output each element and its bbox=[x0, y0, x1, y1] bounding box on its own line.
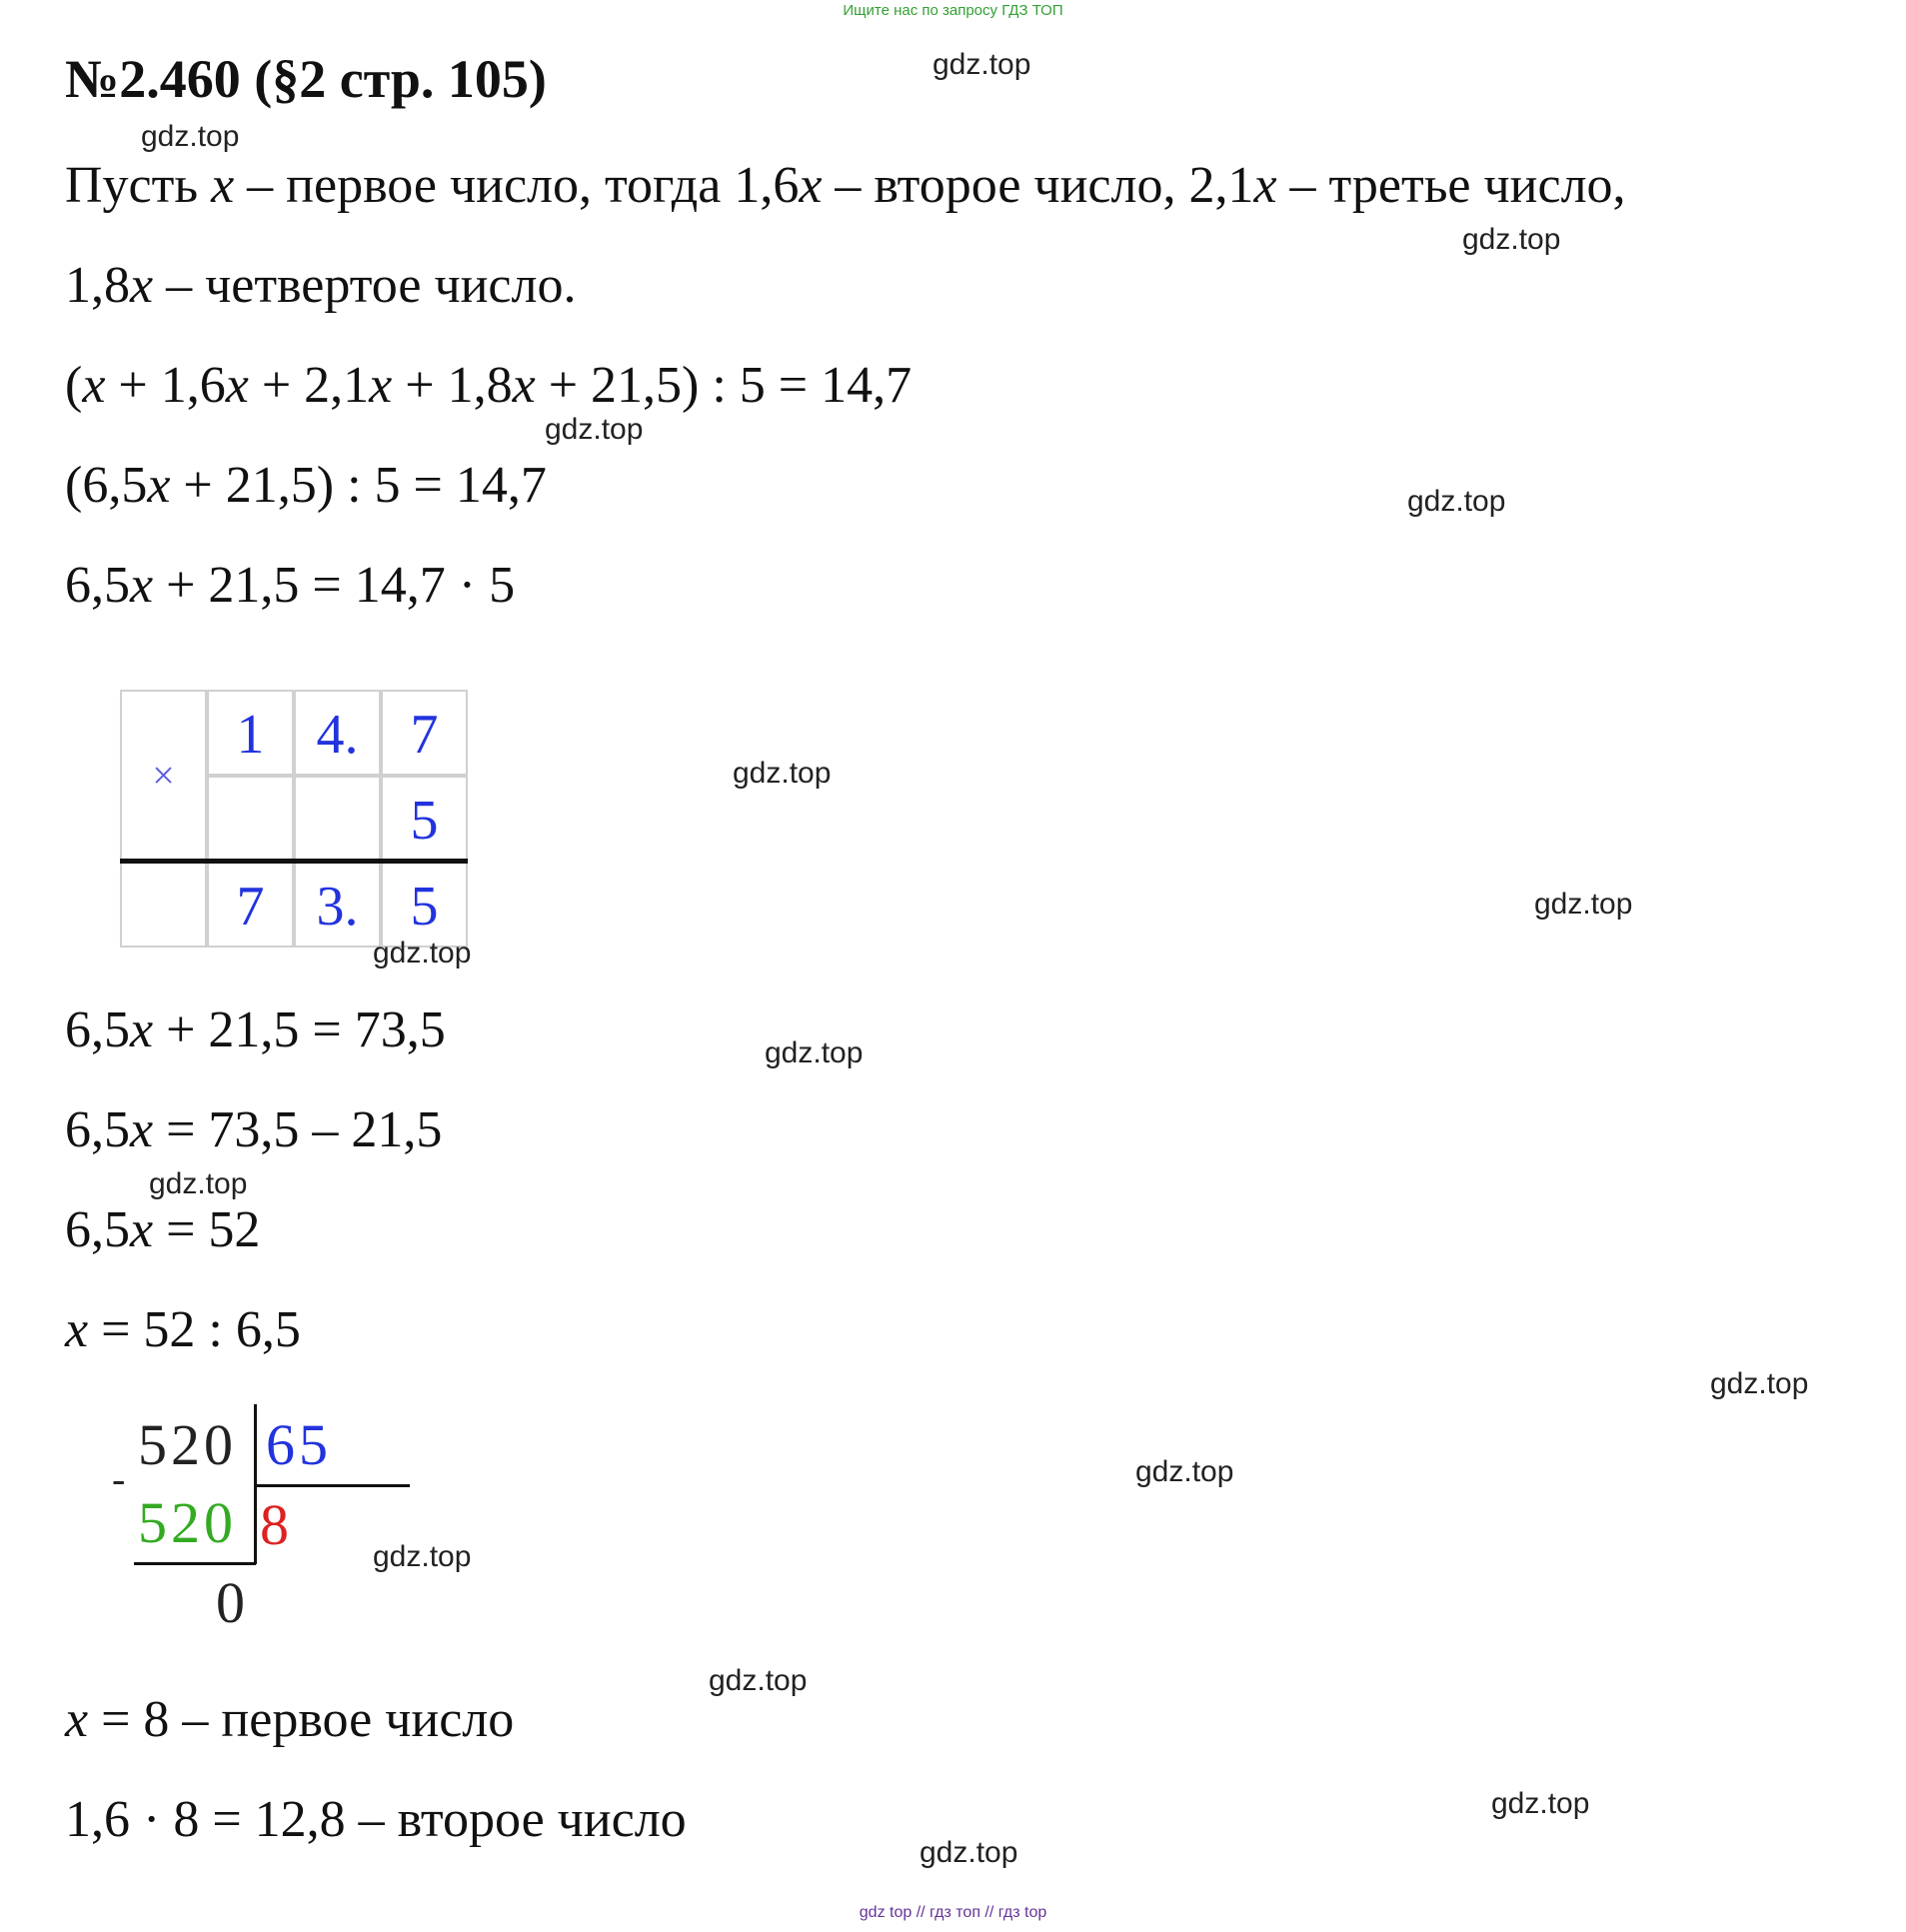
equation-line-2: (6,5x + 21,5) : 5 = 14,7 bbox=[65, 457, 547, 514]
watermark: gdz.top bbox=[141, 120, 240, 153]
footer-links[interactable]: gdz top // гдз топ // гдз top bbox=[859, 1904, 1047, 1921]
grid-cell: 1 bbox=[207, 690, 294, 776]
watermark: gdz.top bbox=[1491, 1787, 1590, 1820]
solution-line-1: Пусть x – первое число, тогда 1,6x – второе число, 2,1x – третье число, bbox=[65, 157, 1626, 214]
watermark: gdz.top bbox=[933, 48, 1031, 81]
equation-line-7: x = 52 : 6,5 bbox=[65, 1301, 301, 1358]
grid-cell: 4. bbox=[294, 690, 381, 776]
grid-cell: 3. bbox=[294, 862, 381, 948]
remainder: 0 bbox=[216, 1570, 249, 1635]
long-division bbox=[108, 1404, 368, 1634]
solution-line-2: 1,8x – четвертое число. bbox=[65, 257, 577, 314]
subtraction-line bbox=[134, 1562, 256, 1565]
result-bar bbox=[120, 859, 468, 864]
watermark: gdz.top bbox=[1135, 1455, 1234, 1488]
watermark: gdz.top bbox=[1710, 1367, 1809, 1400]
equation-line-4: 6,5x + 21,5 = 73,5 bbox=[65, 1001, 446, 1058]
grid-cell bbox=[294, 776, 381, 862]
top-banner[interactable]: Ищите нас по запросу ГДЗ ТОП bbox=[843, 2, 1063, 19]
multiply-sign: × bbox=[152, 753, 175, 798]
watermark: gdz.top bbox=[149, 1167, 248, 1200]
watermark: gdz.top bbox=[765, 1036, 864, 1069]
equation-line-1: (x + 1,6x + 2,1x + 1,8x + 21,5) : 5 = 14,7 bbox=[65, 357, 913, 414]
watermark: gdz.top bbox=[373, 937, 472, 969]
divisor: 65 bbox=[266, 1412, 332, 1477]
equation-line-3: 6,5x + 21,5 = 14,7 · 5 bbox=[65, 557, 516, 614]
quotient: 8 bbox=[260, 1492, 293, 1557]
multiplication-grid bbox=[120, 690, 468, 950]
grid-cell: 5 bbox=[381, 862, 468, 948]
grid-cell bbox=[120, 862, 207, 948]
watermark: gdz.top bbox=[373, 1540, 472, 1573]
minus-sign: - bbox=[112, 1456, 130, 1501]
grid-cell bbox=[207, 776, 294, 862]
watermark: gdz.top bbox=[545, 413, 644, 446]
subtrahend: 520 bbox=[138, 1490, 237, 1555]
watermark: gdz.top bbox=[1407, 485, 1506, 518]
watermark: gdz.top bbox=[709, 1664, 808, 1697]
divisor-underline bbox=[254, 1484, 410, 1487]
answer-line-1: x = 8 – первое число bbox=[65, 1691, 515, 1748]
grid-cell: 5 bbox=[381, 776, 468, 862]
watermark: gdz.top bbox=[733, 757, 832, 790]
watermark: gdz.top bbox=[920, 1836, 1018, 1869]
dividend: 520 bbox=[138, 1412, 237, 1477]
equation-line-5: 6,5x = 73,5 – 21,5 bbox=[65, 1101, 443, 1158]
grid-cell: 7 bbox=[381, 690, 468, 776]
problem-title: №2.460 (§2 стр. 105) bbox=[65, 49, 547, 109]
answer-line-2: 1,6 · 8 = 12,8 – второе число bbox=[65, 1791, 687, 1848]
watermark: gdz.top bbox=[1462, 223, 1561, 256]
grid-cell: 7 bbox=[207, 862, 294, 948]
watermark: gdz.top bbox=[1534, 888, 1633, 921]
equation-line-6: 6,5x = 52 bbox=[65, 1201, 261, 1258]
